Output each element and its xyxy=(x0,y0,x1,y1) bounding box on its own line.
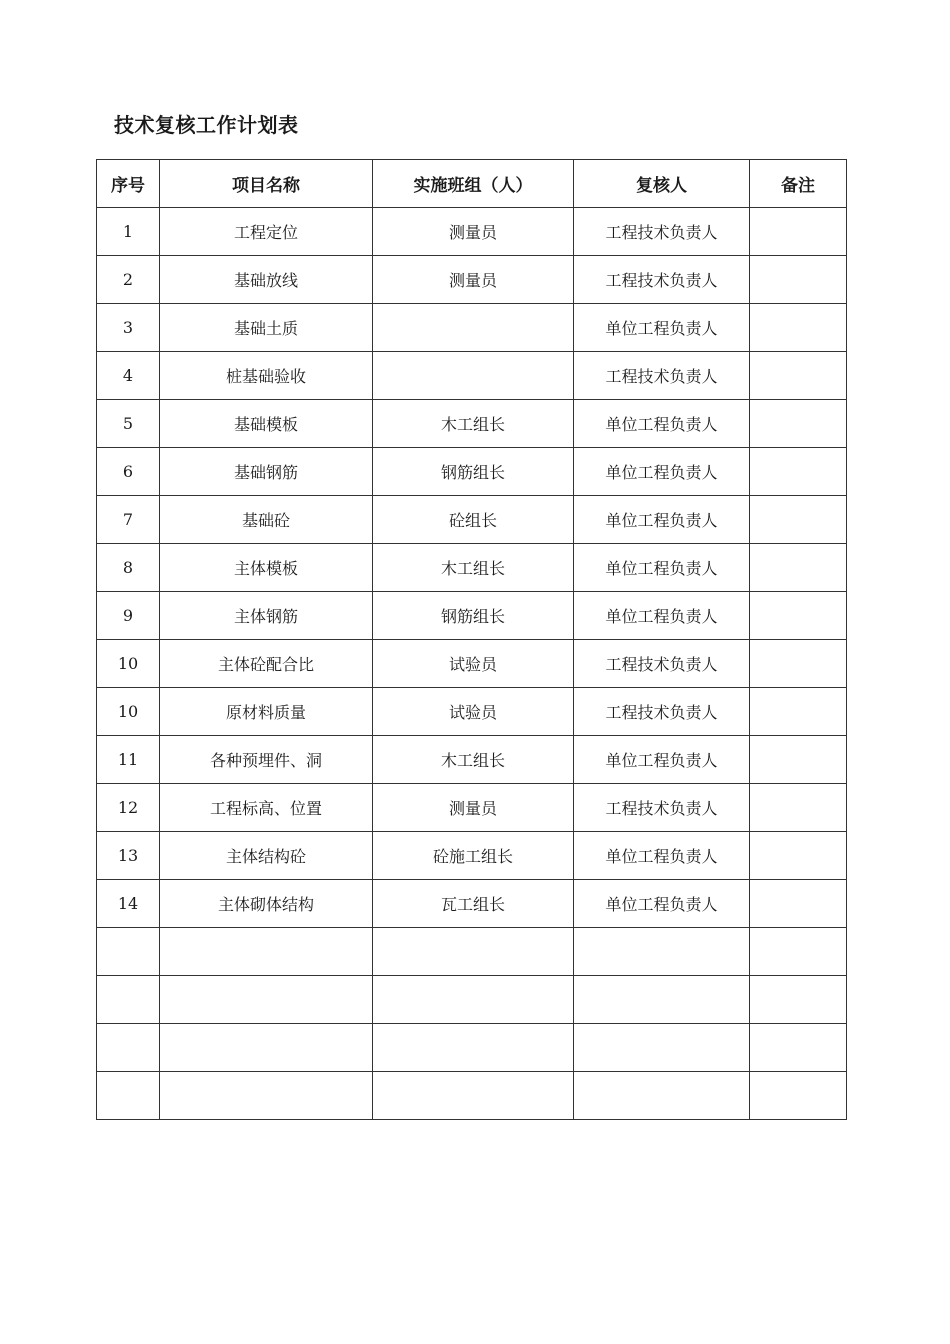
table-row xyxy=(97,208,847,256)
cell-index: 2 xyxy=(97,256,160,304)
header-team: 实施班组（人） xyxy=(373,160,574,208)
cell-remarks xyxy=(750,448,847,496)
cell-team: 试验员 xyxy=(373,688,574,736)
table-row xyxy=(97,736,847,784)
cell-index: 13 xyxy=(97,832,160,880)
table-row xyxy=(97,976,847,1024)
cell-team: 钢筋组长 xyxy=(373,448,574,496)
cell-reviewer xyxy=(574,976,750,1024)
cell-index: 11 xyxy=(97,736,160,784)
cell-reviewer: 工程技术负责人 xyxy=(574,208,750,256)
cell-index: 9 xyxy=(97,592,160,640)
cell-reviewer: 单位工程负责人 xyxy=(574,736,750,784)
cell-index xyxy=(97,928,160,976)
cell-item-name xyxy=(160,1072,373,1120)
cell-team: 测量员 xyxy=(373,256,574,304)
cell-reviewer xyxy=(574,1072,750,1120)
cell-item-name: 主体砼配合比 xyxy=(160,640,373,688)
cell-reviewer: 单位工程负责人 xyxy=(574,832,750,880)
header-item-name: 项目名称 xyxy=(160,160,373,208)
cell-team: 砼施工组长 xyxy=(373,832,574,880)
cell-item-name: 工程定位 xyxy=(160,208,373,256)
cell-team xyxy=(373,976,574,1024)
cell-reviewer: 工程技术负责人 xyxy=(574,640,750,688)
table-row xyxy=(97,832,847,880)
cell-team: 测量员 xyxy=(373,784,574,832)
cell-item-name: 主体模板 xyxy=(160,544,373,592)
table-row xyxy=(97,352,847,400)
cell-team xyxy=(373,352,574,400)
cell-remarks xyxy=(750,832,847,880)
plan-table xyxy=(96,159,847,1120)
cell-team xyxy=(373,928,574,976)
cell-team: 木工组长 xyxy=(373,544,574,592)
table-row xyxy=(97,304,847,352)
cell-team: 钢筋组长 xyxy=(373,592,574,640)
table-row xyxy=(97,496,847,544)
cell-team xyxy=(373,1072,574,1120)
cell-reviewer xyxy=(574,1024,750,1072)
cell-item-name: 基础放线 xyxy=(160,256,373,304)
cell-index: 10 xyxy=(97,688,160,736)
cell-remarks xyxy=(750,736,847,784)
cell-remarks xyxy=(750,304,847,352)
cell-reviewer: 工程技术负责人 xyxy=(574,688,750,736)
cell-reviewer: 单位工程负责人 xyxy=(574,544,750,592)
cell-team: 测量员 xyxy=(373,208,574,256)
cell-item-name: 主体结构砼 xyxy=(160,832,373,880)
cell-remarks xyxy=(750,256,847,304)
cell-index: 5 xyxy=(97,400,160,448)
cell-team: 试验员 xyxy=(373,640,574,688)
table-row xyxy=(97,544,847,592)
table-row xyxy=(97,592,847,640)
cell-item-name: 桩基础验收 xyxy=(160,352,373,400)
cell-team: 瓦工组长 xyxy=(373,880,574,928)
cell-remarks xyxy=(750,976,847,1024)
cell-reviewer: 工程技术负责人 xyxy=(574,352,750,400)
cell-reviewer: 单位工程负责人 xyxy=(574,304,750,352)
cell-item-name xyxy=(160,976,373,1024)
cell-reviewer: 单位工程负责人 xyxy=(574,880,750,928)
cell-item-name: 主体钢筋 xyxy=(160,592,373,640)
cell-item-name: 工程标高、位置 xyxy=(160,784,373,832)
cell-remarks xyxy=(750,208,847,256)
cell-index: 4 xyxy=(97,352,160,400)
cell-item-name: 基础砼 xyxy=(160,496,373,544)
cell-remarks xyxy=(750,496,847,544)
cell-index xyxy=(97,1072,160,1120)
table-row xyxy=(97,880,847,928)
cell-remarks xyxy=(750,784,847,832)
cell-index: 3 xyxy=(97,304,160,352)
cell-remarks xyxy=(750,352,847,400)
cell-remarks xyxy=(750,1024,847,1072)
header-reviewer: 复核人 xyxy=(574,160,750,208)
cell-index: 8 xyxy=(97,544,160,592)
table-row xyxy=(97,1024,847,1072)
cell-remarks xyxy=(750,640,847,688)
header-index: 序号 xyxy=(97,160,160,208)
cell-remarks xyxy=(750,592,847,640)
cell-index: 6 xyxy=(97,448,160,496)
cell-reviewer: 单位工程负责人 xyxy=(574,592,750,640)
cell-index: 10 xyxy=(97,640,160,688)
cell-item-name xyxy=(160,928,373,976)
cell-item-name: 各种预埋件、洞 xyxy=(160,736,373,784)
cell-reviewer: 单位工程负责人 xyxy=(574,400,750,448)
cell-remarks xyxy=(750,688,847,736)
cell-reviewer xyxy=(574,928,750,976)
cell-index: 12 xyxy=(97,784,160,832)
cell-team xyxy=(373,1024,574,1072)
cell-index xyxy=(97,1024,160,1072)
cell-item-name: 主体砌体结构 xyxy=(160,880,373,928)
table-row xyxy=(97,688,847,736)
header-remarks: 备注 xyxy=(750,160,847,208)
page-title: 技术复核工作计划表 xyxy=(114,113,299,137)
cell-team: 木工组长 xyxy=(373,736,574,784)
cell-item-name: 基础钢筋 xyxy=(160,448,373,496)
cell-item-name: 原材料质量 xyxy=(160,688,373,736)
cell-item-name: 基础土质 xyxy=(160,304,373,352)
cell-index: 14 xyxy=(97,880,160,928)
cell-reviewer: 单位工程负责人 xyxy=(574,448,750,496)
table-row xyxy=(97,400,847,448)
table-row xyxy=(97,448,847,496)
cell-index: 7 xyxy=(97,496,160,544)
cell-reviewer: 工程技术负责人 xyxy=(574,256,750,304)
cell-reviewer: 工程技术负责人 xyxy=(574,784,750,832)
table-row xyxy=(97,256,847,304)
cell-item-name: 基础模板 xyxy=(160,400,373,448)
cell-index: 1 xyxy=(97,208,160,256)
cell-item-name xyxy=(160,1024,373,1072)
table-row xyxy=(97,928,847,976)
table-row xyxy=(97,784,847,832)
cell-reviewer: 单位工程负责人 xyxy=(574,496,750,544)
table-row xyxy=(97,640,847,688)
cell-remarks xyxy=(750,400,847,448)
cell-index xyxy=(97,976,160,1024)
cell-team: 砼组长 xyxy=(373,496,574,544)
cell-team: 木工组长 xyxy=(373,400,574,448)
cell-remarks xyxy=(750,1072,847,1120)
cell-remarks xyxy=(750,880,847,928)
table-row xyxy=(97,1072,847,1120)
cell-remarks xyxy=(750,928,847,976)
table-header-row xyxy=(97,160,847,208)
cell-team xyxy=(373,304,574,352)
cell-remarks xyxy=(750,544,847,592)
